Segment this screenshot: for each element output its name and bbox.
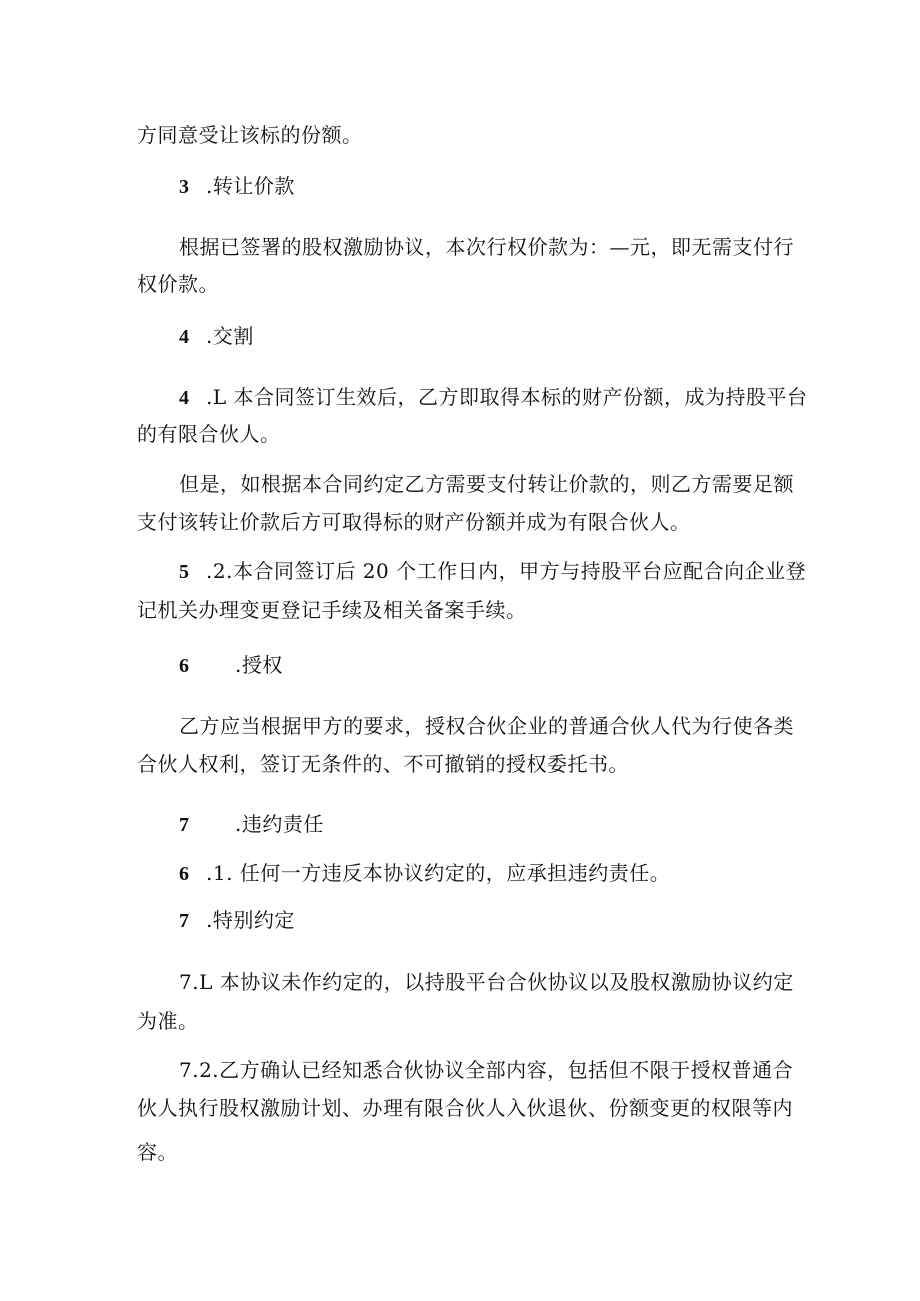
section-title: .转让价款 <box>206 174 295 198</box>
section-title: .交割 <box>206 324 254 348</box>
paragraph-line: 但是，如根据本合同约定乙方需要支付转让价款的，则乙方需要足额 <box>179 472 794 496</box>
section-heading-3 <box>179 172 295 201</box>
section-number: 4 <box>179 326 190 348</box>
clause-text: .L 本合同签订生效后，乙方即取得本标的财产份额，成为持股平台 <box>206 385 808 409</box>
paragraph-line: 7.2.乙方确认已经知悉合伙协议全部内容，包括但不限于授权普通合 <box>179 1058 794 1082</box>
section-title: .特别约定 <box>206 908 295 932</box>
paragraph-line: 的有限合伙人。 <box>137 422 281 446</box>
paragraph-line: 合伙人权利，签订无条件的、不可撤销的授权委托书。 <box>137 752 629 776</box>
section-heading-4 <box>179 322 254 351</box>
paragraph-line: 容。 <box>137 1140 178 1164</box>
paragraph-line: 7.L 本协议未作约定的，以持股平台合伙协议以及股权激励协议约定 <box>179 970 794 994</box>
clause-number: 5 <box>179 561 190 583</box>
section-title: .违约责任 <box>235 812 324 836</box>
section-number: 7 <box>179 910 190 932</box>
clause-text: .1. 任何一方违反本协议约定的，应承担违约责任。 <box>206 861 671 885</box>
paragraph-line: 记机关办理变更登记手续及相关备案手续。 <box>137 598 527 622</box>
paragraph-line: 伙人执行股权激励计划、办理有限合伙人入伙退伙、份额变更的权限等内 <box>137 1096 793 1120</box>
section-number: 7 <box>179 814 190 836</box>
clause-4-2 <box>179 557 806 586</box>
clause-number: 6 <box>179 863 190 885</box>
clause-4-1 <box>179 383 808 412</box>
clause-text: .2.本合同签订后 20 个工作日内，甲方与持股平台应配合向企业登 <box>206 559 807 583</box>
section-heading-6 <box>179 651 283 680</box>
section-title: .授权 <box>235 653 283 677</box>
paragraph-line: 支付该转让价款后方可取得标的财产份额并成为有限合伙人。 <box>137 510 691 534</box>
section-heading-8 <box>179 906 295 935</box>
paragraph-line: 权价款。 <box>137 272 219 296</box>
paragraph-line: 为准。 <box>137 1009 199 1033</box>
paragraph-line: 乙方应当根据甲方的要求，授权合伙企业的普通合伙人代为行使各类 <box>179 714 794 738</box>
section-heading-7 <box>179 810 324 839</box>
section-number: 3 <box>179 176 190 198</box>
clause-7-1 <box>179 859 670 888</box>
section-number: 6 <box>179 655 190 677</box>
paragraph-line: 根据已签署的股权激励协议，本次行权价款为：—元，即无需支付行 <box>179 235 794 259</box>
paragraph-continuation: 方同意受让该标的份额。 <box>137 123 363 147</box>
clause-number: 4 <box>179 387 190 409</box>
